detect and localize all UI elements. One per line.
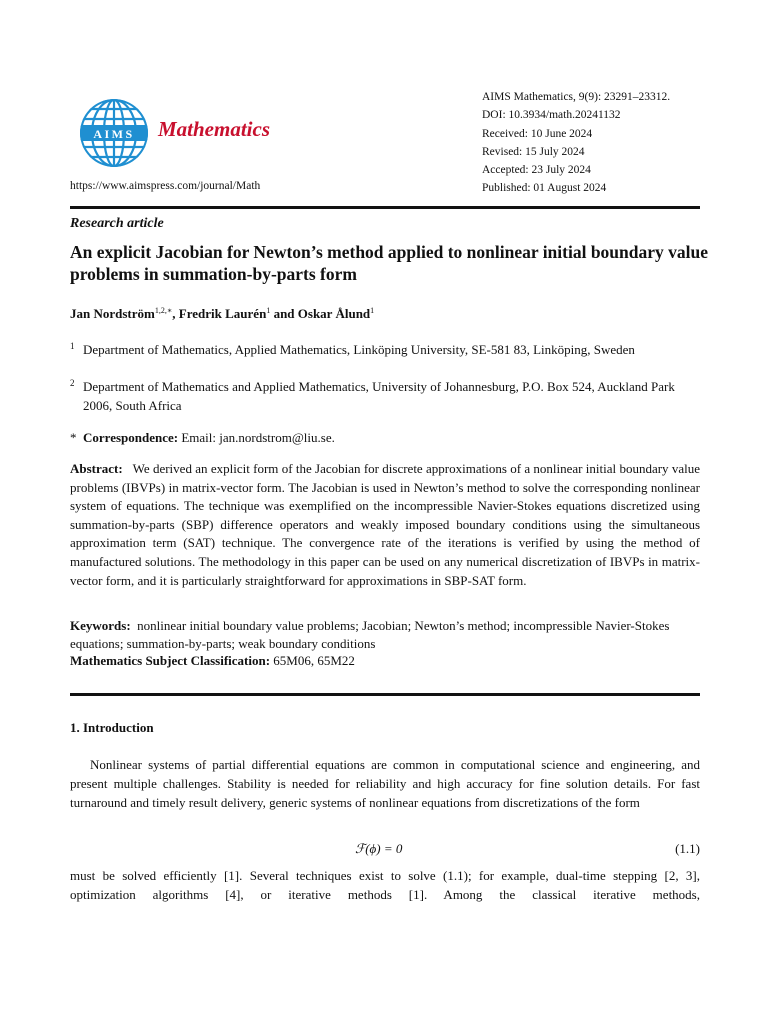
section-rule [70,693,700,696]
paragraph-text: must be solved efficiently [1]. Several techniques exist to solve (1.1); for example, dual-time stepping [2, 3], optimization algorithms [4], or iterative methods [1]. Among the classical iterative methods, [70,868,700,902]
article-type: Research article [70,216,164,231]
section-heading-introduction: 1. Introduction [70,720,154,735]
abstract [70,460,700,590]
aims-globe-logo [78,97,150,169]
author-affiliation-mark: 1 [370,306,375,315]
author-name: Fredrik Laurén [178,306,267,321]
received-date: Received: 10 June 2024 [482,127,593,140]
keywords [70,617,700,653]
introduction-paragraph [70,756,700,812]
paper-title: An explicit Jacobian for Newton’s method applied to nonlinear initial boundary value problems in summation-by-parts form [70,242,709,284]
journal-name: Mathematics [158,117,271,141]
affiliation-text: Department of Mathematics and Applied Mathematics, University of Johannesburg, P.O. Box 524, Auckland Park 2006, South Africa [83,379,675,413]
affiliation-1 [70,340,702,359]
affiliation-text: Department of Mathematics, Applied Mathematics, Linköping University, SE-581 83, Linköping, Sweden [83,342,635,357]
subject-classification [70,653,355,669]
journal-url-link[interactable]: https://www.aimspress.com/journal/Math [70,180,261,192]
introduction-paragraph-continued [70,867,700,905]
author-list: Jan Nordström$^{1,2,∗}$, Fredrik Laurén$^1$ and Oskar Ålund$^1$ [70,306,375,321]
correspondence [70,430,335,446]
abstract-text: We derived an explicit form of the Jacobian for discrete approximations of a nonlinear initial boundary value problems (IBVPs) in matrix-vector form. The Jacobian is used in Newton’s method to solve the corresponding nonlinear system of equations. The technique was exemplified on the incompressible Navier-Stokes equations discretized using summation-by-parts (SBP) difference operators and weakly imposed boundary conditions using the simultaneous approximation term (SAT) technique. The convergence rate of the iterations is verified by using the method of manufactured solutions. The methodology in this paper can be used on any numerical discretization of IBVPs in matrix-vector form, and it is particularly straightforward for approximations in SBP-SAT form. [70,461,701,588]
logo-text: AIMS [93,127,135,141]
correspondence-star: * [70,430,77,445]
header-rule [70,206,700,209]
abstract-label: Abstract: [70,461,123,476]
affiliation-number: 2 [70,378,75,388]
equation-number: (1.1) [675,841,700,856]
published-date: Published: 01 August 2024 [482,182,607,195]
accepted-date: Accepted: 23 July 2024 [482,164,591,177]
author-name: Oskar Ålund [297,306,371,321]
msc-codes: 65M06, 65M22 [273,653,355,668]
keywords-label: Keywords: [70,618,131,633]
paragraph-text: Nonlinear systems of partial differential equations are common in computational science and engineering, and present multiple challenges. Stability is needed for reliability and high accuracy for fine solution details. For fast turnaround and timely result delivery, generic systems of nonlinear equations from discretizations of the form [70,757,700,810]
correspondence-label: Correspondence: [83,430,179,445]
correspondence-email[interactable]: Email: jan.nordstrom@liu.se. [181,430,335,445]
author-affiliation-mark: 1 [266,306,271,315]
author-affiliation-mark: 1,2,∗ [154,306,173,315]
keywords-text: nonlinear initial boundary value problems; Jacobian; Newton’s method; incompressible Navier-Stokes equations; summation-by-parts; weak boundary conditions [70,618,670,651]
doi-link[interactable]: DOI: 10.3934/math.20241132 [482,109,621,122]
author-name: Jan Nordström [70,306,155,321]
affiliation-2 [70,377,702,415]
equation-1-1 [70,841,700,861]
affiliation-number: 1 [70,341,75,351]
revised-date: Revised: 15 July 2024 [482,145,585,158]
citation: AIMS Mathematics, 9(9): 23291–23312. [482,91,671,103]
publication-metadata [482,88,670,198]
equation-body: ℱ(ϕ) = 0 [355,841,403,856]
msc-label: Mathematics Subject Classification: [70,653,271,668]
